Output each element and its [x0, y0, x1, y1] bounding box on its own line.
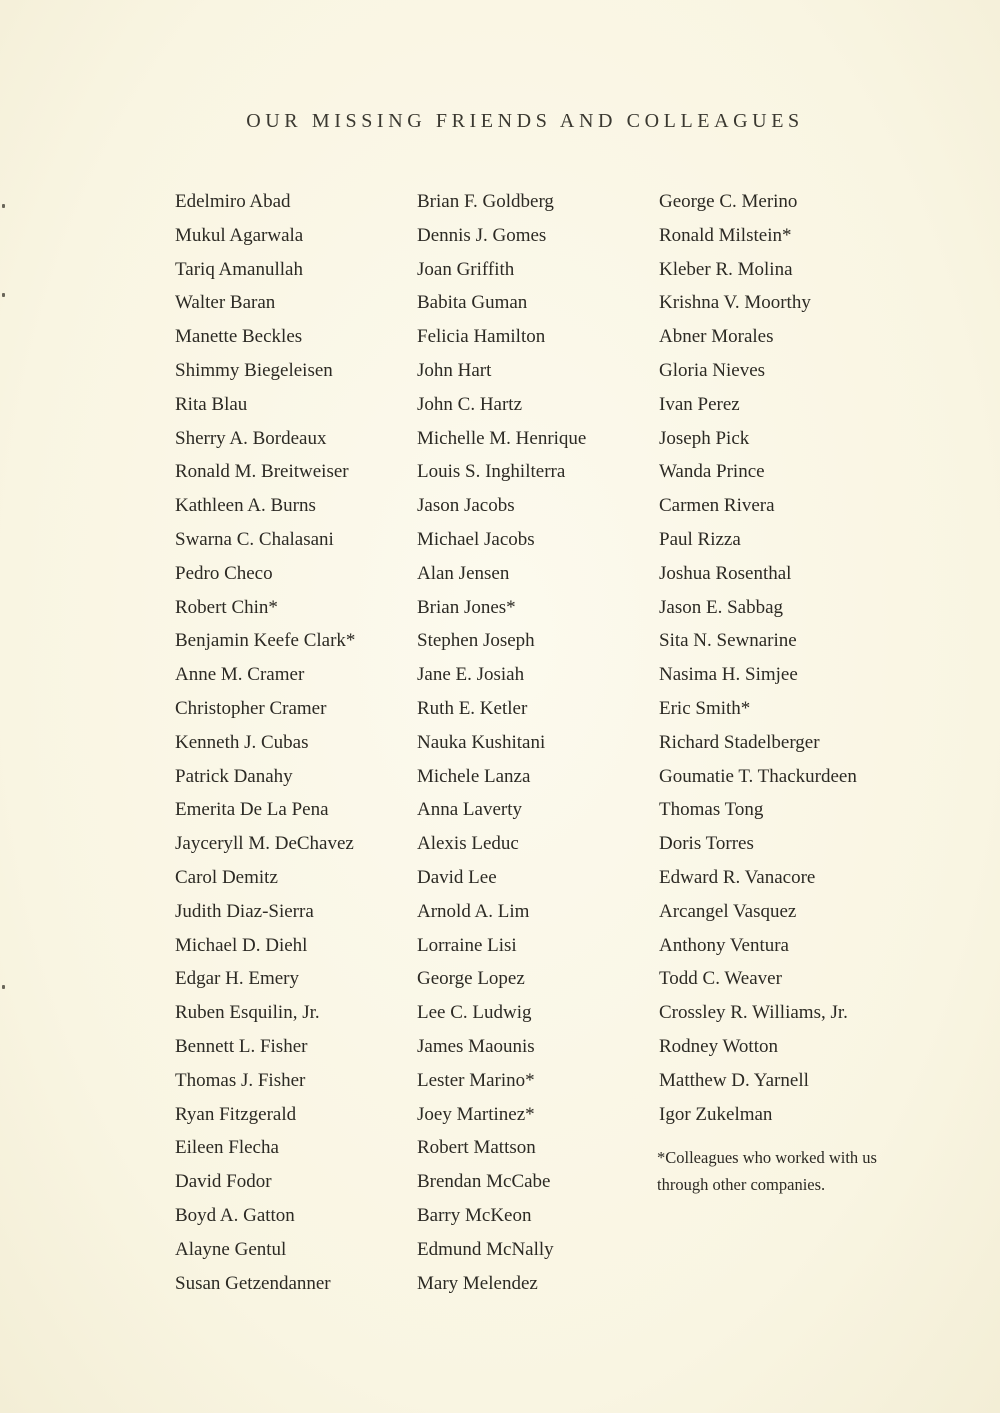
- name-entry: Gloria Nieves: [659, 359, 766, 381]
- name-entry: Abner Morales: [659, 326, 774, 348]
- name-entry: Thomas Tong: [659, 799, 764, 821]
- names-column-3: [659, 187, 889, 1133]
- name-entry: Joseph Pick: [659, 427, 750, 449]
- name-entry: Louis S. Inghilterra: [417, 461, 566, 483]
- scan-speck: [2, 293, 5, 297]
- name-entry: Wanda Prince: [659, 461, 765, 483]
- name-entry: Igor Zukelman: [659, 1103, 773, 1125]
- name-entry: Babita Guman: [417, 292, 528, 314]
- scan-speck: [2, 204, 5, 208]
- name-entry: Shimmy Biegeleisen: [175, 359, 333, 381]
- name-entry: Anthony Ventura: [659, 934, 789, 956]
- name-entry: Kleber R. Molina: [659, 258, 793, 280]
- name-entry: Bennett L. Fisher: [175, 1035, 308, 1057]
- name-entry: George Lopez: [417, 968, 525, 990]
- name-entry: David Lee: [417, 866, 497, 888]
- name-entry: Jane E. Josiah: [417, 664, 525, 686]
- name-entry: Lorraine Lisi: [417, 934, 517, 956]
- name-entry: Jason Jacobs: [417, 495, 515, 517]
- name-entry: Sita N. Sewnarine: [659, 630, 797, 652]
- name-entry: Kenneth J. Cubas: [175, 731, 309, 753]
- name-entry: Jason E. Sabbag: [659, 596, 784, 618]
- name-entry: Arcangel Vasquez: [659, 900, 797, 922]
- name-entry: Alexis Leduc: [417, 833, 519, 855]
- name-entry: Robert Chin*: [175, 596, 278, 618]
- name-entry: Krishna V. Moorthy: [659, 292, 811, 314]
- name-entry: Michael D. Diehl: [175, 934, 308, 956]
- footnote: *Colleagues who worked with us through other companies.: [657, 1148, 877, 1194]
- names-column-2: [417, 187, 647, 1302]
- name-entry: Ronald Milstein*: [659, 224, 792, 246]
- name-entry: Eric Smith*: [659, 697, 751, 719]
- page-title: OUR MISSING FRIENDS AND COLLEAGUES: [246, 110, 804, 132]
- name-entry: Nauka Kushitani: [417, 731, 546, 753]
- name-entry: Edelmiro Abad: [175, 191, 291, 212]
- name-entry: Crossley R. Williams, Jr.: [659, 1002, 848, 1024]
- name-entry: Sherry A. Bordeaux: [175, 427, 327, 449]
- name-entry: Judith Diaz-Sierra: [175, 900, 314, 922]
- name-entry: Thomas J. Fisher: [175, 1069, 306, 1091]
- name-entry: David Fodor: [175, 1171, 272, 1193]
- name-entry: Rita Blau: [175, 393, 248, 415]
- name-entry: Todd C. Weaver: [659, 968, 782, 990]
- name-entry: Dennis J. Gomes: [417, 224, 547, 246]
- name-entry: Patrick Danahy: [175, 765, 293, 787]
- name-entry: Swarna C. Chalasani: [175, 528, 334, 550]
- name-entry: Edgar H. Emery: [175, 968, 299, 990]
- name-entry: Mukul Agarwala: [175, 224, 304, 246]
- name-entry: Joan Griffith: [417, 258, 515, 280]
- name-entry: Edmund McNally: [417, 1238, 554, 1260]
- name-entry: Ronald M. Breitweiser: [175, 461, 349, 483]
- name-entry: George C. Merino: [659, 191, 798, 212]
- name-entry: Benjamin Keefe Clark*: [175, 630, 356, 652]
- name-entry: Emerita De La Pena: [175, 799, 329, 821]
- name-entry: Carmen Rivera: [659, 495, 775, 517]
- name-entry: Anna Laverty: [417, 799, 522, 821]
- name-entry: Brian F. Goldberg: [417, 191, 554, 212]
- name-entry: Michelle M. Henrique: [417, 427, 587, 449]
- name-entry: Boyd A. Gatton: [175, 1204, 295, 1226]
- name-entry: Robert Mattson: [417, 1137, 536, 1159]
- name-entry: Joshua Rosenthal: [659, 562, 792, 584]
- name-entry: Felicia Hamilton: [417, 326, 546, 348]
- name-entry: Ivan Perez: [659, 393, 740, 415]
- name-entry: Paul Rizza: [659, 528, 741, 550]
- name-entry: Stephen Joseph: [417, 630, 535, 652]
- scan-speck: [2, 985, 5, 989]
- name-entry: John Hart: [417, 359, 492, 381]
- name-entry: Joey Martinez*: [417, 1103, 535, 1125]
- name-entry: Michele Lanza: [417, 765, 531, 787]
- name-entry: Edward R. Vanacore: [659, 866, 816, 888]
- name-entry: Alan Jensen: [417, 562, 510, 584]
- name-entry: Ryan Fitzgerald: [175, 1103, 297, 1125]
- name-entry: Anne M. Cramer: [175, 664, 305, 686]
- name-entry: Richard Stadelberger: [659, 731, 820, 753]
- name-entry: Matthew D. Yarnell: [659, 1069, 809, 1091]
- name-entry: Michael Jacobs: [417, 528, 535, 550]
- name-entry: Arnold A. Lim: [417, 900, 530, 922]
- name-entry: Mary Melendez: [417, 1272, 538, 1294]
- name-entry: Doris Torres: [659, 833, 754, 855]
- name-entry: Jayceryll M. DeChavez: [175, 833, 354, 855]
- name-entry: Pedro Checo: [175, 562, 273, 584]
- name-entry: Tariq Amanullah: [175, 258, 303, 280]
- name-entry: Eileen Flecha: [175, 1137, 279, 1159]
- name-entry: Manette Beckles: [175, 326, 303, 348]
- name-entry: Brendan McCabe: [417, 1171, 551, 1193]
- name-entry: James Maounis: [417, 1035, 535, 1057]
- name-entry: Nasima H. Simjee: [659, 664, 798, 686]
- name-entry: Goumatie T. Thackurdeen: [659, 765, 857, 787]
- name-entry: Carol Demitz: [175, 866, 278, 888]
- name-entry: Alayne Gentul: [175, 1238, 287, 1260]
- name-entry: Ruth E. Ketler: [417, 697, 528, 719]
- names-column-1: [175, 187, 405, 1302]
- name-entry: Christopher Cramer: [175, 697, 327, 719]
- name-entry: Kathleen A. Burns: [175, 495, 316, 517]
- name-entry: Ruben Esquilin, Jr.: [175, 1002, 320, 1024]
- name-entry: John C. Hartz: [417, 393, 523, 415]
- name-entry: Lee C. Ludwig: [417, 1002, 532, 1024]
- name-entry: Lester Marino*: [417, 1069, 535, 1091]
- name-entry: Walter Baran: [175, 292, 276, 314]
- name-entry: Brian Jones*: [417, 596, 516, 618]
- name-entry: Rodney Wotton: [659, 1035, 778, 1057]
- name-entry: Susan Getzendanner: [175, 1272, 331, 1294]
- name-entry: Barry McKeon: [417, 1204, 532, 1226]
